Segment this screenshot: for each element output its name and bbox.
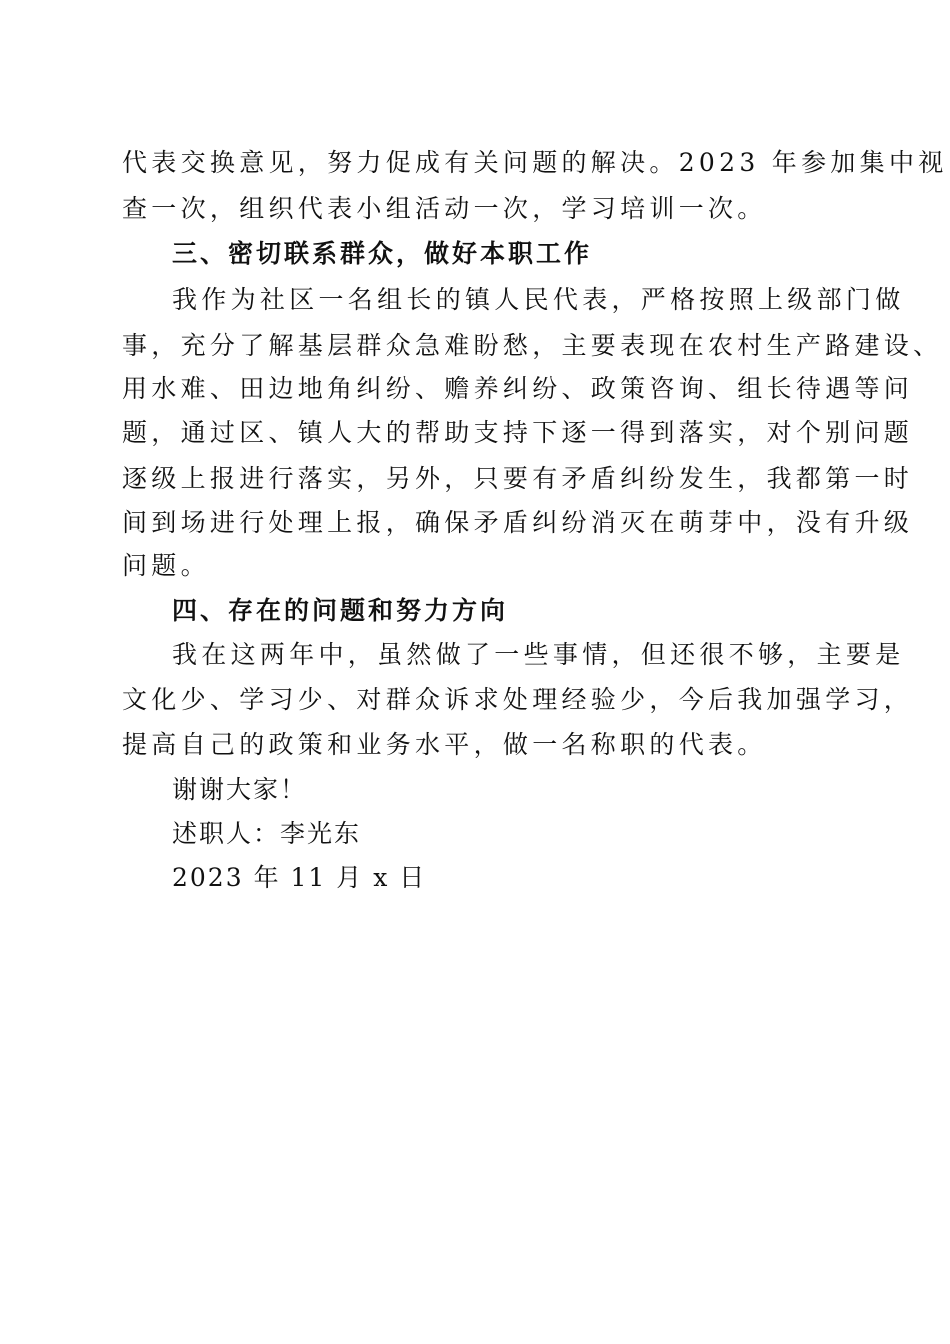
paragraph-line: 文化少、学习少、对群众诉求处理经验少，今后我加强学习， xyxy=(122,685,914,714)
paragraph-line: 查一次，组织代表小组活动一次，学习培训一次。 xyxy=(122,194,767,223)
paragraph-line: 间到场进行处理上报，确保矛盾纠纷消灭在萌芽中，没有升级 xyxy=(122,508,914,537)
paragraph-line: 我在这两年中，虽然做了一些事情，但还很不够，主要是 xyxy=(172,640,905,669)
paragraph-line: 逐级上报进行落实，另外，只要有矛盾纠纷发生，我都第一时 xyxy=(122,464,914,493)
paragraph-line: 事，充分了解基层群众急难盼愁，主要表现在农村生产路建设、 xyxy=(122,331,943,360)
paragraph-line: 我作为社区一名组长的镇人民代表，严格按照上级部门做 xyxy=(172,285,905,314)
section-heading: 三、密切联系群众，做好本职工作 xyxy=(172,239,593,268)
paragraph-line: 代表交换意见，努力促成有关问题的解决。2023 年参加集中视 xyxy=(122,148,948,177)
paragraph-line: 用水难、田边地角纠纷、赡养纠纷、政策咨询、组长待遇等问 xyxy=(122,374,914,403)
paragraph-line: 问题。 xyxy=(122,551,210,580)
section-heading: 四、存在的问题和努力方向 xyxy=(172,596,509,625)
signature-line: 述职人：李光东 xyxy=(172,819,362,848)
paragraph-line: 题，通过区、镇人大的帮助支持下逐一得到落实，对个别问题 xyxy=(122,418,914,447)
thanks-line: 谢谢大家！ xyxy=(172,775,308,804)
paragraph-line: 提高自己的政策和业务水平，做一名称职的代表。 xyxy=(122,730,767,759)
date-line: 2023 年 11 月 x 日 xyxy=(172,863,427,892)
